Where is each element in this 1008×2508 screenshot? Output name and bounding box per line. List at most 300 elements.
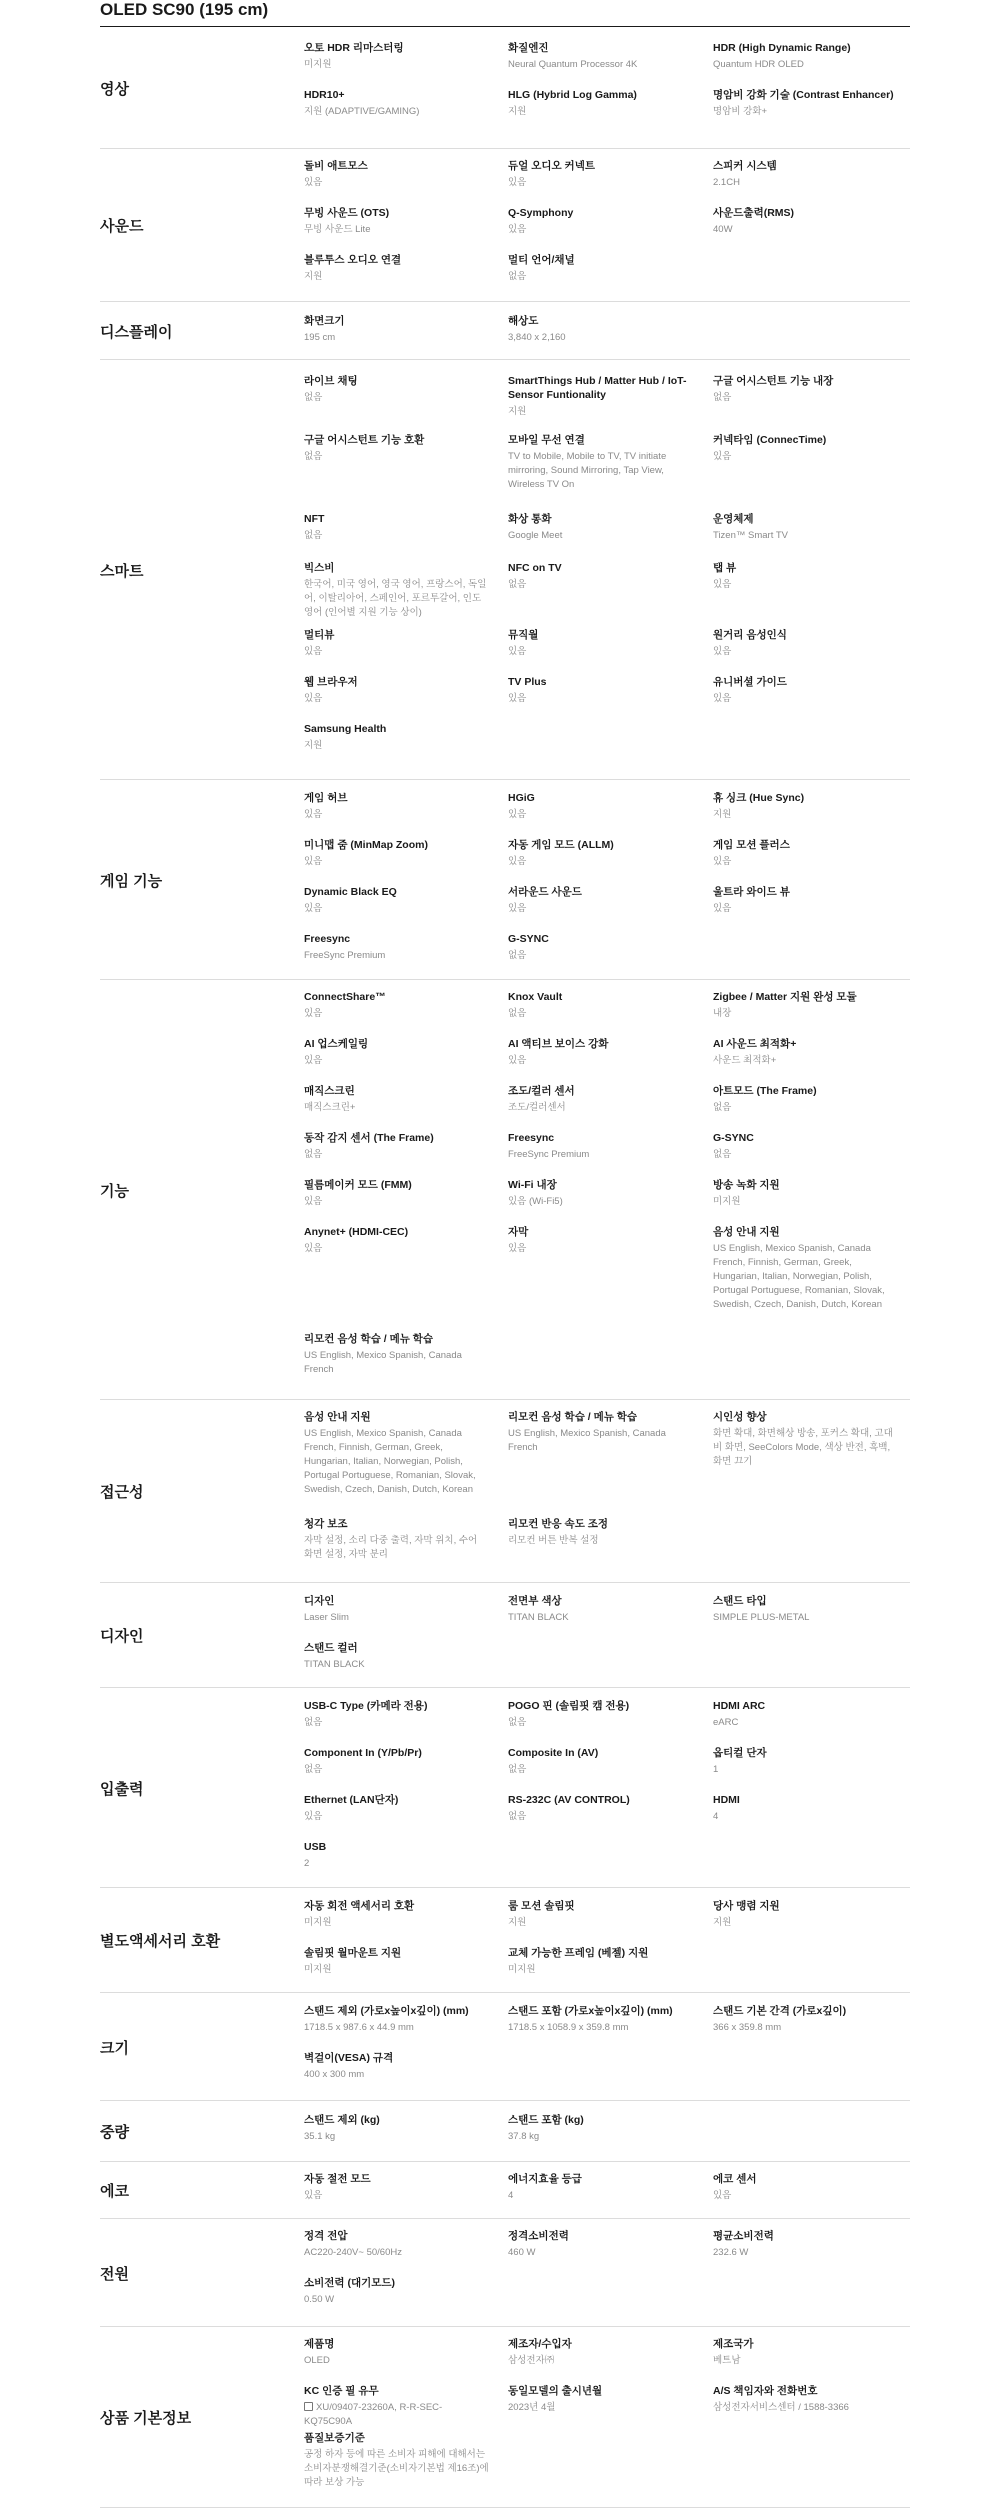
spec-item [508,253,693,284]
spec-label: 탭 뷰 [713,562,737,574]
spec-item [304,791,489,822]
spec-section-accessibility [100,1400,910,1583]
spec-label: 구글 어시스턴트 기능 호환 [304,434,425,446]
spec-item [508,2113,693,2144]
spec-value: 있음 [508,224,527,235]
spec-label: 자동 게임 모드 (ALLM) [508,839,614,851]
spec-item [713,2004,898,2035]
spec-label: 자동 절전 모드 [304,2173,371,2185]
spec-label: 스피커 시스템 [713,160,777,172]
spec-item [713,41,898,72]
spec-item [713,2229,898,2260]
spec-value: 있음 [304,693,323,704]
spec-section-features [100,980,910,1400]
spec-value: 삼성전자㈜ [508,2355,555,2366]
spec-value: 없음 [713,392,732,403]
spec-label: 화면크기 [304,315,345,327]
spec-value: 없음 [508,950,527,961]
spec-value: TITAN BLACK [508,1612,569,1623]
spec-value: 4 [713,1811,719,1822]
spec-section-size [100,1993,910,2101]
spec-item [508,1410,693,1455]
spec-label: 룸 모션 솔림핏 [508,1900,575,1912]
spec-item [304,1840,489,1871]
spec-item [304,1699,489,1730]
spec-label: 운영체제 [713,513,754,525]
spec-value: 없음 [304,1149,323,1160]
spec-value: 있음 (Wi-Fi5) [508,1196,563,1207]
spec-item [508,512,693,543]
spec-item [508,41,693,72]
spec-value: 있음 [304,1243,323,1254]
spec-label: HGiG [508,792,535,804]
spec-item [713,433,898,464]
spec-label: 소비전력 (대기모드) [304,2277,396,2289]
spec-label: POGO 핀 (솔림핏 캠 전용) [508,1700,630,1712]
spec-label: NFC on TV [508,562,562,574]
spec-label: 빅스비 [304,562,335,574]
spec-value: 있음 [304,2190,323,2201]
spec-section-game [100,780,910,980]
spec-label: Freesync [508,1132,555,1144]
spec-value: 366 x 359.8 mm [713,2022,782,2033]
spec-label: NFT [304,513,325,525]
spec-value: 있음 [304,177,323,188]
spec-item [304,512,489,543]
spec-item [304,1084,489,1115]
spec-item [304,88,489,119]
spec-item [304,2431,489,2490]
spec-value: 있음 [508,903,527,914]
spec-label: G-SYNC [508,933,549,945]
section-title: 중량 [100,2124,129,2141]
spec-label: 모바일 무선 연결 [508,434,585,446]
spec-section-smart [100,360,910,780]
spec-value: 있음 [713,693,732,704]
spec-value: 있음 [713,579,732,590]
spec-value: 있음 [304,1196,323,1207]
spec-label: 사운드출력(RMS) [713,207,795,219]
spec-label: 미니맵 줌 (MinMap Zoom) [304,839,428,851]
spec-item [304,41,489,72]
spec-item [508,206,693,237]
spec-item [508,433,693,492]
spec-label: RS-232C (AV CONTROL) [508,1794,630,1806]
spec-value: 지원 [508,406,527,417]
spec-item [304,253,489,284]
spec-value: 지원 [508,1917,527,1928]
spec-value: US English, Mexico Spanish, Canada French, Finnish, German, Greek, Hungarian, Italian, Norwegian, Polish, Portugal Portuguese, Romanian, Slovak, Swedish, Czech, Danish, Dutch, Korean [713,1243,885,1310]
spec-item [508,2337,693,2368]
spec-value: TITAN BLACK [304,1659,365,1670]
spec-item [304,1332,489,1377]
spec-value: AC220-240V~ 50/60Hz [304,2247,402,2258]
spec-label: 제품명 [304,2338,335,2350]
spec-section-eco [100,2162,910,2219]
spec-value: 미지원 [304,59,332,70]
spec-item [713,1131,898,1162]
spec-value: 있음 [508,809,527,820]
spec-section-sound [100,149,910,302]
spec-section-power [100,2219,910,2327]
spec-label: 솔림핏 월마운트 지원 [304,1947,402,1959]
section-title: 사운드 [100,218,144,235]
spec-label: 뮤직월 [508,629,539,641]
spec-item [508,1746,693,1777]
spec-section-display [100,302,910,360]
spec-label: 정격소비전력 [508,2230,569,2242]
spec-value: 없음 [508,271,527,282]
spec-value: SIMPLE PLUS-METAL [713,1612,810,1623]
spec-label: HLG (Hybrid Log Gamma) [508,89,637,101]
spec-item [508,159,693,190]
spec-label: 리모컨 반응 속도 조정 [508,1518,609,1530]
spec-item [304,1641,489,1672]
spec-item [713,2384,898,2415]
spec-label: 스탠드 컬러 [304,1642,358,1654]
spec-item [304,722,489,753]
spec-item [304,1899,489,1930]
spec-item [508,932,693,963]
spec-value: 미지원 [304,1917,332,1928]
spec-item [304,2051,489,2082]
spec-item [508,1037,693,1068]
spec-label: 스탠드 기본 간격 (가로x깊이) [713,2005,847,2017]
spec-label: 게임 허브 [304,792,348,804]
spec-value: FreeSync Premium [508,1149,590,1160]
spec-value: 없음 [713,1149,732,1160]
section-title: 입출력 [100,1780,144,1798]
spec-item [508,1084,693,1115]
spec-value: Neural Quantum Processor 4K [508,59,638,70]
spec-item [508,628,693,659]
spec-value: 있음 [304,856,323,867]
spec-item [304,1946,489,1977]
spec-label: Anynet+ (HDMI-CEC) [304,1226,409,1238]
spec-item [508,885,693,916]
spec-label: 동일모델의 출시년월 [508,2385,603,2397]
spec-label: 교체 가능한 프레임 (베젤) 지원 [508,1947,649,1959]
spec-value: 있음 [304,1055,323,1066]
kc-mark-icon [304,2402,313,2411]
spec-item [508,990,693,1021]
spec-value: 0.50 W [304,2294,335,2305]
spec-label: Ethernet (LAN단자) [304,1794,399,1806]
spec-label: 서라운드 사운드 [508,886,582,898]
spec-label: Freesync [304,933,351,945]
spec-item [304,2276,489,2307]
spec-label: 라이브 채팅 [304,375,358,387]
spec-label: 리모컨 음성 학습 / 메뉴 학습 [508,1411,638,1423]
spec-value: 조도/컬러센서 [508,1102,566,1113]
spec-item [508,791,693,822]
spec-item [508,314,693,345]
spec-item [713,1084,898,1115]
spec-label: 원거리 음성인식 [713,629,787,641]
spec-value: 지원 [508,106,527,117]
spec-value: 없음 [304,530,323,541]
spec-section-weight [100,2101,910,2162]
spec-item [713,838,898,869]
spec-item [304,2172,489,2203]
spec-item [508,1899,693,1930]
spec-label: 정격 전압 [304,2230,348,2242]
spec-item [713,88,898,119]
spec-item [304,990,489,1021]
spec-label: AI 액티브 보이스 강화 [508,1038,609,1050]
section-title: 접근성 [100,1484,144,1501]
spec-value: 지원 [304,271,323,282]
spec-item [304,1746,489,1777]
spec-item [508,2004,693,2035]
spec-label: 커넥타임 (ConnecTime) [713,434,827,446]
spec-item [508,1699,693,1730]
spec-label: 아트모드 (The Frame) [713,1085,817,1097]
spec-label: ConnectShare™ [304,991,386,1003]
spec-section-io [100,1688,910,1888]
spec-value: 없음 [304,1717,323,1728]
spec-label: 에너지효율 등급 [508,2173,582,2185]
spec-label: 에코 센서 [713,2173,757,2185]
spec-value: 리모컨 버튼 반복 설정 [508,1535,599,1546]
spec-value: 있음 [508,1243,527,1254]
spec-value: 지원 (ADAPTIVE/GAMING) [304,106,420,117]
spec-item [508,1946,693,1977]
spec-item [713,1793,898,1824]
spec-label: HDMI [713,1794,740,1806]
section-title: 에코 [100,2183,129,2200]
spec-label: 스탠드 제외 (가로x높이x깊이) (mm) [304,2005,469,2017]
spec-value: 지원 [304,740,323,751]
spec-label: 스탠드 타입 [713,1595,767,1607]
spec-value: 사운드 최적화+ [713,1055,777,1066]
spec-label: 해상도 [508,315,539,327]
spec-label: 울트라 와이드 뷰 [713,886,790,898]
spec-item [713,675,898,706]
spec-label: 화상 통화 [508,513,552,525]
spec-item [713,206,898,237]
spec-item [304,2004,489,2035]
spec-label: 멀티뷰 [304,629,335,641]
section-title: 게임 기능 [100,872,163,890]
spec-value: 있음 [508,856,527,867]
spec-item [713,1746,898,1777]
section-title: 기능 [100,1182,129,1200]
spec-value: 460 W [508,2247,536,2258]
spec-label: 게임 모션 플러스 [713,839,790,851]
spec-label: 당사 맹렴 지원 [713,1900,780,1912]
spec-item [713,1699,898,1730]
spec-label: 유니버셜 가이드 [713,676,787,688]
spec-item [304,206,489,237]
spec-value: 3,840 x 2,160 [508,332,566,343]
spec-item [508,374,693,419]
spec-item [304,885,489,916]
spec-item [304,1131,489,1162]
spec-label: A/S 책임자와 전화번호 [713,2385,818,2397]
spec-item [508,2172,693,2203]
spec-item [304,628,489,659]
spec-label: USB [304,1841,327,1853]
spec-value: 지원 [713,809,732,820]
spec-item [304,1517,489,1562]
spec-value: 있음 [508,1055,527,1066]
spec-item [713,1037,898,1068]
spec-value: 없음 [508,579,527,590]
spec-label: 명암비 강화 기술 (Contrast Enhancer) [713,89,894,101]
spec-label: 음성 안내 지원 [304,1411,371,1423]
section-title: 전원 [100,2265,129,2283]
section-title: 별도액세서리 호환 [100,1933,221,1950]
spec-value: 미지원 [713,1196,741,1207]
spec-label: 듀얼 오디오 커넥트 [508,160,595,172]
spec-value: 있음 [304,646,323,657]
spec-value: 있음 [508,646,527,657]
spec-value: 내장 [713,1008,732,1019]
spec-label: 필름메이커 모드 (FMM) [304,1179,412,1191]
section-title: 디스플레이 [100,323,173,341]
spec-value: 있음 [713,451,732,462]
spec-label: 매직스크린 [304,1085,355,1097]
spec-value: 지원 [713,1917,732,1928]
spec-label: 스탠드 포함 (가로x높이x깊이) (mm) [508,2005,673,2017]
section-title: 크기 [100,2039,129,2057]
spec-item [304,1793,489,1824]
spec-value: 미지원 [508,1964,536,1975]
spec-value: 무빙 사운드 Lite [304,224,371,235]
spec-value: 232.6 W [713,2247,749,2258]
spec-value: Tizen™ Smart TV [713,530,788,541]
spec-value: 화면 확대, 화면해상 방송, 포커스 확대, 고대비 화면, SeeColors Mode, 색상 반전, 흑백, 화면 끄기 [713,1428,893,1467]
spec-label: 블루투스 오디오 연결 [304,254,402,266]
spec-value: 있음 [508,693,527,704]
spec-item [713,885,898,916]
section-title: 디자인 [100,1628,144,1645]
spec-label: 동작 감지 센서 (The Frame) [304,1132,434,1144]
spec-value: 없음 [304,392,323,403]
kc-cert-number: XU/09407-23260A, R-R-SEC-KQ75C90A [304,2402,443,2427]
spec-item [713,1899,898,1930]
spec-item [304,2384,489,2429]
spec-item [304,1410,489,1497]
spec-value: 195 cm [304,332,336,343]
spec-label: 청각 보조 [304,1518,348,1530]
spec-value: 없음 [508,1008,527,1019]
section-title: 스마트 [100,562,144,580]
spec-item [508,1131,693,1162]
spec-item [304,1037,489,1068]
spec-label: 화질엔진 [508,42,549,54]
spec-section-design [100,1583,910,1688]
spec-value: 있음 [304,809,323,820]
spec-label: 벽걸이(VESA) 규격 [304,2052,394,2064]
spec-value: TV to Mobile, Mobile to TV, TV initiate mirroring, Sound Mirroring, Tap View, Wireless TV On [508,451,667,490]
spec-value: Quantum HDR OLED [713,59,804,70]
spec-value: 삼성전자서비스센터 / 1588-3366 [713,2402,849,2413]
spec-value: 40W [713,224,733,235]
spec-label: AI 업스케일링 [304,1038,369,1050]
spec-item [304,374,489,405]
spec-value: 없음 [508,1717,527,1728]
spec-value: 4 [508,2190,514,2201]
spec-label: TV Plus [508,676,547,688]
spec-section-accessories [100,1888,910,1993]
spec-item [304,159,489,190]
spec-item [713,791,898,822]
spec-value: FreeSync Premium [304,950,386,961]
spec-label: Knox Vault [508,991,563,1003]
spec-label: 자동 회전 액세서리 호환 [304,1900,415,1912]
spec-value: 없음 [508,1764,527,1775]
spec-value: US English, Mexico Spanish, Canada French [508,1428,666,1453]
spec-item [713,1594,898,1625]
spec-item [713,990,898,1021]
spec-value: 2.1CH [713,177,740,188]
spec-label: 리모컨 음성 학습 / 메뉴 학습 [304,1333,434,1345]
page-title: OLED SC90 (195 cm) [100,0,269,19]
spec-item [713,159,898,190]
spec-value: 매직스크린+ [304,1102,356,1113]
spec-value: 있음 [304,903,323,914]
spec-label: HDR10+ [304,89,345,101]
spec-item [713,2337,898,2368]
spec-item [713,1178,898,1209]
spec-value: 400 x 300 mm [304,2069,365,2080]
spec-value: eARC [713,1717,739,1728]
spec-value: OLED [304,2355,330,2366]
spec-item [304,675,489,706]
spec-label: 구글 어시스턴트 기능 내장 [713,375,834,387]
spec-label: AI 사운드 최적화+ [713,1038,797,1050]
spec-label: USB-C Type (카메라 전용) [304,1700,428,1712]
spec-label: 돌비 애트모스 [304,160,368,172]
spec-value: 자막 설정, 소리 다중 출력, 자막 위치, 수어 화면 설정, 자막 분리 [304,1535,478,1560]
spec-label: Zigbee / Matter 지원 완성 모듈 [713,991,857,1003]
spec-item [508,1594,693,1625]
spec-label: 휴 싱크 (Hue Sync) [713,792,805,804]
spec-value: 1718.5 x 1058.9 x 359.8 mm [508,2022,629,2033]
spec-label: Q-Symphony [508,207,574,219]
spec-value: 공정 하자 등에 따른 소비자 피해에 대해서는 소비자분쟁해결기준(소비자기본법 제16조)에 따라 보상 가능 [304,2449,489,2488]
spec-label: SmartThings Hub / Matter Hub / IoT-Sensor Funtionality [508,375,687,401]
spec-item [508,88,693,119]
spec-item [304,2337,489,2368]
spec-label: KC 인증 필 유무 [304,2385,379,2397]
spec-value: 있음 [713,903,732,914]
spec-value: 있음 [508,177,527,188]
spec-label: Dynamic Black EQ [304,886,397,898]
spec-label: Composite In (AV) [508,1747,599,1759]
spec-label: Samsung Health [304,723,387,735]
spec-value: 있음 [304,1811,323,1822]
spec-label: G-SYNC [713,1132,754,1144]
spec-item [508,1793,693,1824]
spec-value [304,2401,489,2429]
spec-label: 조도/컬러 센서 [508,1085,575,1097]
spec-value: 베트남 [713,2355,741,2366]
spec-value: 없음 [713,1102,732,1113]
spec-value: 2 [304,1858,310,1869]
spec-label: 오토 HDR 리마스터링 [304,42,404,54]
spec-item [304,1594,489,1625]
spec-value: 37.8 kg [508,2131,540,2142]
spec-item [713,628,898,659]
spec-item [508,1517,693,1548]
spec-label: 평균소비전력 [713,2230,774,2242]
spec-value: 있음 [713,2190,732,2201]
spec-item [304,838,489,869]
spec-label: 제조국가 [713,2338,754,2350]
